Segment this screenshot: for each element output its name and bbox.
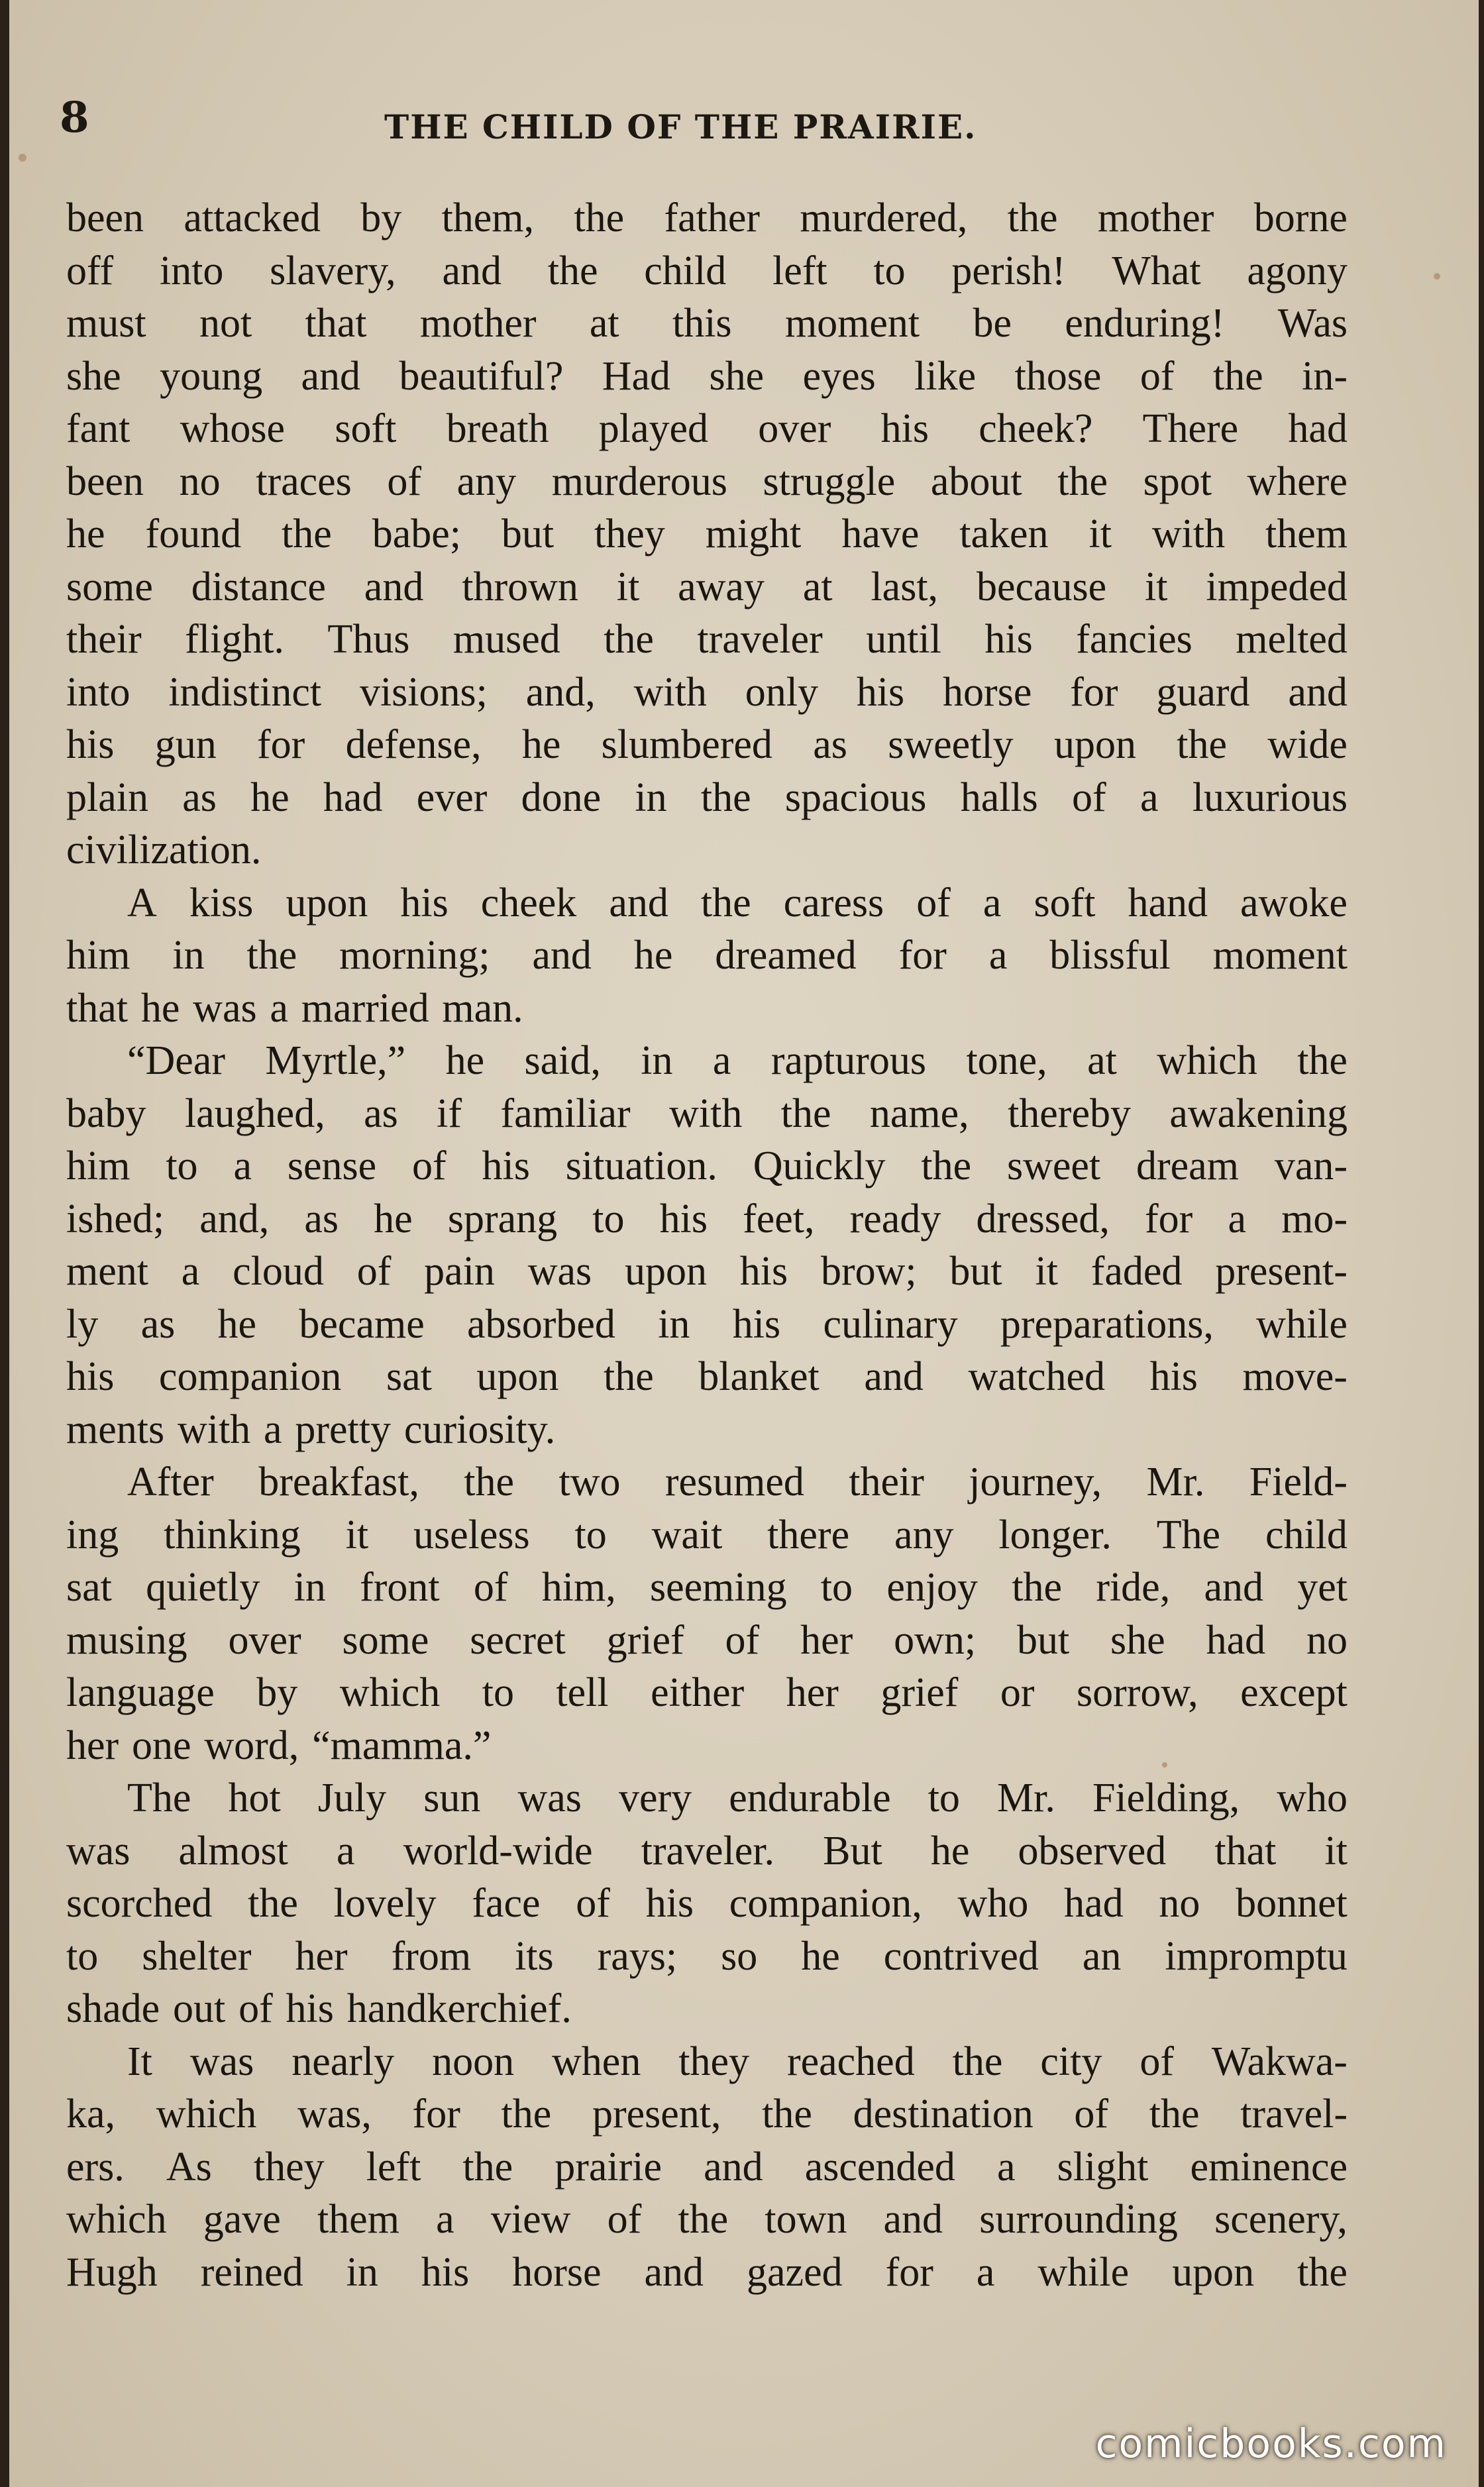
text-line: ly as he became absorbed in his culinary preparations, while	[66, 1301, 1348, 1347]
text-line: ment a cloud of pain was upon his brow; but it faded present-	[66, 1249, 1348, 1294]
text-line: she young and beautiful? Had she eyes like those of the in-	[66, 353, 1348, 399]
page-header	[60, 93, 1385, 159]
text-line: to shelter her from its rays; so he contrived an impromptu	[66, 1933, 1348, 1979]
text-line: musing over some secret grief of her own; but she had no	[66, 1617, 1348, 1663]
text-line: sat quietly in front of him, seeming to enjoy the ride, and yet	[66, 1565, 1348, 1610]
text-line: ments with a pretty curiosity.	[66, 1406, 556, 1452]
text-line: The hot July sun was very endurable to Mr. Fielding, who	[127, 1775, 1348, 1821]
text-line: which gave them a view of the town and surrounding scenery,	[66, 2197, 1348, 2242]
text-line: baby laughed, as if familiar with the name, thereby awakening	[66, 1090, 1348, 1136]
text-line: been no traces of any murderous struggle about the spot where	[66, 458, 1348, 504]
text-line: ished; and, as he sprang to his feet, ready dressed, for a mo-	[66, 1196, 1348, 1242]
text-line: ka, which was, for the present, the destination of the travel-	[66, 2091, 1348, 2137]
text-line: his companion sat upon the blanket and watched his move-	[66, 1354, 1348, 1399]
text-line: fant whose soft breath played over his cheek? There had	[66, 406, 1348, 451]
text-line: their flight. Thus mused the traveler until his fancies melted	[66, 617, 1348, 662]
text-line: It was nearly noon when they reached the city of Wakwa-	[127, 2038, 1348, 2084]
text-line: his gun for defense, he slumbered as sweetly upon the wide	[66, 722, 1348, 767]
text-line: him to a sense of his situation. Quickly the sweet dream van-	[66, 1143, 1348, 1189]
text-line: language by which to tell either her grief or sorrow, except	[66, 1670, 1348, 1715]
text-line: into indistinct visions; and, with only his horse for guard and	[66, 669, 1348, 715]
text-line: was almost a world-wide traveler. But he observed that it	[66, 1828, 1348, 1874]
text-line: plain as he had ever done in the spacious halls of a luxurious	[66, 774, 1348, 820]
body-text	[66, 192, 1348, 2299]
text-line: her one word, “mamma.”	[66, 1722, 492, 1768]
text-line: ers. As they left the prairie and ascended a slight eminence	[66, 2144, 1348, 2190]
text-line: off into slavery, and the child left to perish! What agony	[66, 248, 1348, 293]
text-line: some distance and thrown it away at last, because it impeded	[66, 564, 1348, 609]
page-number: 8	[60, 93, 89, 142]
text-line: ing thinking it useless to wait there any longer. The child	[66, 1512, 1348, 1558]
text-line: he found the babe; but they might have taken it with them	[66, 511, 1348, 556]
text-line: Hugh reined in his horse and gazed for a while upon the	[66, 2249, 1348, 2295]
text-line: civilization.	[66, 827, 262, 873]
text-line: shade out of his handkerchief.	[66, 1986, 572, 2031]
running-head: THE CHILD OF THE PRAIRIE.	[384, 107, 977, 146]
text-line: scorched the lovely face of his companion, who had no bonnet	[66, 1881, 1348, 1926]
text-line: him in the morning; and he dreamed for a blissful moment	[66, 933, 1348, 978]
text-line: A kiss upon his cheek and the caress of a soft hand awoke	[127, 880, 1348, 926]
text-line: been attacked by them, the father murdered, the mother borne	[66, 195, 1348, 240]
text-line: that he was a married man.	[66, 985, 523, 1031]
ink-speck	[19, 154, 26, 162]
watermark: comicbooks.com	[1095, 2421, 1447, 2467]
text-line: “Dear Myrtle,” he said, in a rapturous tone, at which the	[127, 1038, 1348, 1083]
text-line: must not that mother at this moment be enduring! Was	[66, 301, 1348, 346]
ink-speck	[1434, 273, 1440, 280]
book-page	[9, 0, 1479, 2487]
text-line: After breakfast, the two resumed their journey, Mr. Field-	[127, 1459, 1348, 1505]
